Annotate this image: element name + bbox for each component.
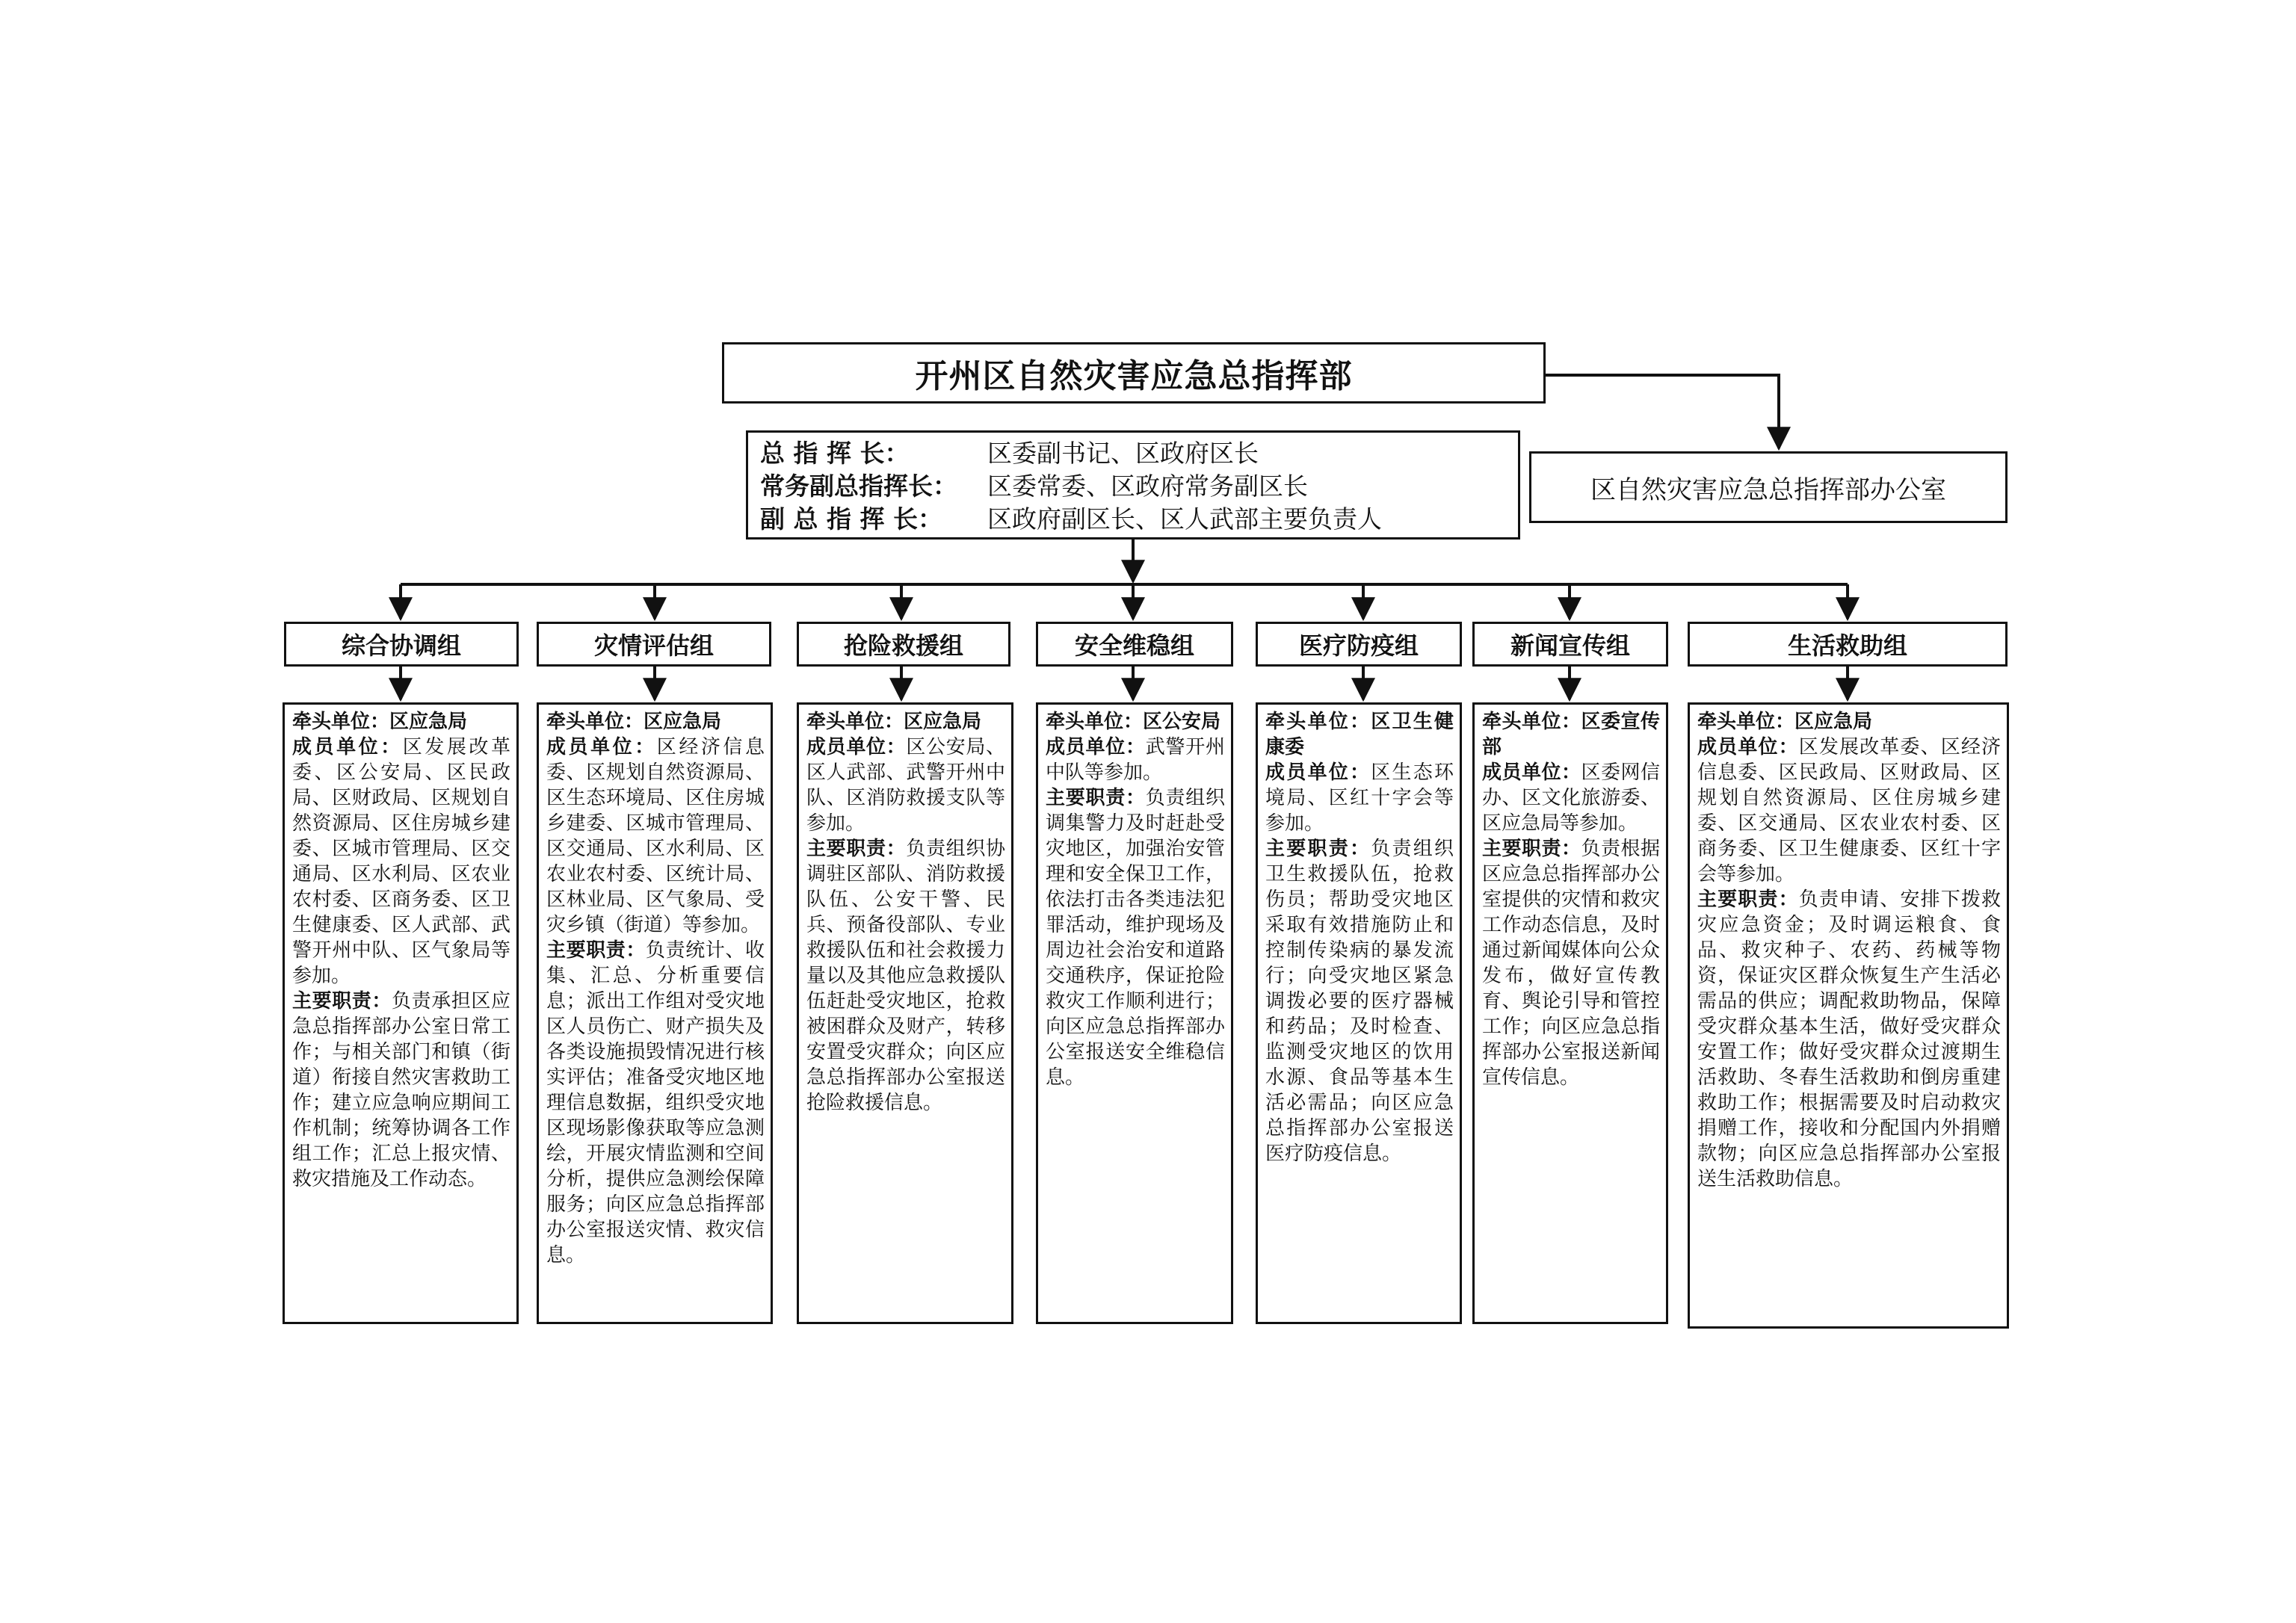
members-label: 成员单位：	[546, 736, 657, 758]
member-units: 区发展改革委、区经济信息委、区民政局、区财政局、区规划自然资源局、区住房城乡建委、区交通局、区农业农村委、区商务委、区卫生健康委、区红十字会等参加。	[1697, 736, 2001, 885]
duties-label: 主要职责：	[292, 990, 392, 1013]
member-units: 区公安局、区人武部、武警开州中队、区消防救援支队等参加。	[806, 736, 1005, 835]
leader-row	[760, 470, 1518, 503]
member-units: 区经济信息委、区规划自然资源局、区生态环境局、区住房城乡建委、区城市管理局、区交通局、区水利局、区农业农村委、区统计局、区林业局、区气象局、受灾乡镇（街道）等参加。	[546, 736, 765, 936]
group-header-disaster-assessment: 灾情评估组	[537, 622, 771, 667]
group-header-security: 安全维稳组	[1036, 622, 1233, 667]
duties-text: 负责组织卫生救援队伍，抢救伤员；帮助受灾地区采取有效措施防止和控制传染病的暴发流行；向受灾地区紧急调拨必要的医疗器械和药品；及时检查、监测受灾地区的饮用水源、食品等基本生活必需品；向区应急总指挥部办公室报送医疗防疫信息。	[1265, 838, 1454, 1165]
duties-text: 负责根据区应急总指挥部办公室提供的灾情和救灾工作动态信息，及时通过新闻媒体向公众发布，做好宣传教育、舆论引导和管控工作；向区应急总指挥部办公室报送新闻宣传信息。	[1482, 838, 1660, 1089]
group-body-news	[1472, 702, 1668, 1324]
lead-label: 牵头单位：	[806, 711, 904, 733]
member-units: 区委网信办、区文化旅游委、区应急局等参加。	[1482, 761, 1660, 835]
leader-row	[760, 437, 1518, 470]
lead-label: 牵头单位：	[1482, 711, 1581, 733]
lead-unit: 区应急局	[904, 711, 982, 733]
group-body-living-relief	[1688, 702, 2009, 1329]
duties-text: 负责组织调集警力及时赶赴受灾地区，加强治安管理和安全保卫工作，依法打击各类违法犯罪活动，维护现场及周边社会治安和道路交通秩序，保证抢险救灾工作顺利进行；向区应急总指挥部办公室报送安全维稳信息。	[1046, 787, 1225, 1089]
member-units: 区发展改革委、区公安局、区民政局、区财政局、区规划自然资源局、区住房城乡建委、区城市管理局、区交通局、区水利局、区农业农村委、区商务委、区卫生健康委、区人武部、武警开州中队、区气象局等参加。	[292, 736, 510, 987]
group-body-medical	[1256, 702, 1462, 1324]
lead-unit: 区卫生健康委	[1265, 711, 1454, 758]
lead-label: 牵头单位：	[1046, 711, 1144, 733]
members-label: 成员单位：	[292, 736, 403, 758]
duties-text: 负责申请、安排下拨救灾应急资金；及时调运粮食、食品、救灾种子、农药、药械等物资，保证灾区群众恢复生产生活必需品的供应；调配救助物品，保障受灾群众基本生活，做好受灾群众安置工作；做好受灾群众过渡期生活救助、冬春生活救助和倒房重建救助工作；根据需要及时启动救灾捐赠工作，接收和分配国内外捐赠款物；向区应急总指挥部办公室报送生活救助信息。	[1697, 888, 2001, 1190]
members-label: 成员单位：	[1265, 761, 1371, 784]
member-units: 武警开州中队等参加。	[1046, 736, 1225, 784]
leader-members: 区委副书记、区政府区长	[987, 439, 1259, 468]
lead-unit: 区应急局	[644, 711, 722, 733]
group-header-comprehensive: 综合协调组	[284, 622, 519, 667]
members-label: 成员单位：	[1046, 736, 1146, 758]
members-label: 成员单位：	[806, 736, 907, 758]
leader-members: 区委常委、区政府常务副区长	[987, 472, 1308, 501]
duties-text: 负责统计、收集、汇总、分析重要信息；派出工作组对受灾地区人员伤亡、财产损失及各类设施损毁情况进行核实评估；准备受灾地区地理信息数据，组织受灾地区现场影像获取等应急测绘，开展灾情监测和空间分析，提供应急测绘保障服务；向区应急总指挥部办公室报送灾情、救灾信息。	[546, 939, 765, 1267]
duties-text: 负责组织协调驻区部队、消防救援队伍、公安干警、民兵、预备役部队、专业救援队伍和社会救援力量以及其他应急救援队伍赶赴受灾地区，抢救被困群众及财产，转移安置受灾群众；向区应急总指挥部办公室报送抢险救援信息。	[806, 838, 1005, 1114]
members-label: 成员单位：	[1697, 736, 1799, 758]
duties-text: 负责承担区应急总指挥部办公室日常工作；与相关部门和镇（街道）衔接自然灾害救助工作；建立应急响应期间工作机制；统筹协调各工作组工作；汇总上报灾情、救灾措施及工作动态。	[292, 990, 510, 1190]
duties-label: 主要职责：	[806, 838, 907, 860]
leader-role: 总 指 挥 长：	[760, 439, 910, 468]
group-header-medical: 医疗防疫组	[1256, 622, 1462, 667]
lead-unit: 区公安局	[1143, 711, 1221, 733]
lead-unit: 区应急局	[389, 711, 468, 733]
office-box: 区自然灾害应急总指挥部办公室	[1529, 451, 2008, 523]
duties-label: 主要职责：	[1046, 787, 1146, 809]
duties-label: 主要职责：	[1697, 888, 1799, 911]
lead-unit: 区委宣传部	[1482, 711, 1660, 758]
group-body-comprehensive	[283, 702, 519, 1324]
leader-row	[760, 503, 1518, 536]
lead-label: 牵头单位：	[546, 711, 644, 733]
leader-members: 区政府副区长、区人武部主要负责人	[987, 504, 1382, 534]
member-units: 区生态环境局、区红十字会等参加。	[1265, 761, 1454, 835]
duties-label: 主要职责：	[546, 939, 646, 962]
headquarters-title: 开州区自然灾害应急总指挥部	[722, 342, 1546, 404]
lead-label: 牵头单位：	[292, 711, 390, 733]
group-header-living-relief: 生活救助组	[1688, 622, 2008, 667]
leader-role: 副 总 指 挥 长：	[760, 504, 942, 534]
duties-label: 主要职责：	[1482, 838, 1581, 860]
lead-label: 牵头单位：	[1265, 711, 1371, 733]
leaders-box	[746, 430, 1520, 540]
group-body-disaster-assessment	[537, 702, 773, 1324]
duties-label: 主要职责：	[1265, 838, 1371, 860]
group-header-rescue: 抢险救援组	[797, 622, 1010, 667]
leader-role: 常务副总指挥长：	[760, 472, 957, 501]
members-label: 成员单位：	[1482, 761, 1581, 784]
group-header-news: 新闻宣传组	[1472, 622, 1668, 667]
lead-unit: 区应急局	[1794, 711, 1873, 733]
lead-label: 牵头单位：	[1697, 711, 1795, 733]
group-body-rescue	[797, 702, 1013, 1324]
group-body-security	[1036, 702, 1233, 1324]
